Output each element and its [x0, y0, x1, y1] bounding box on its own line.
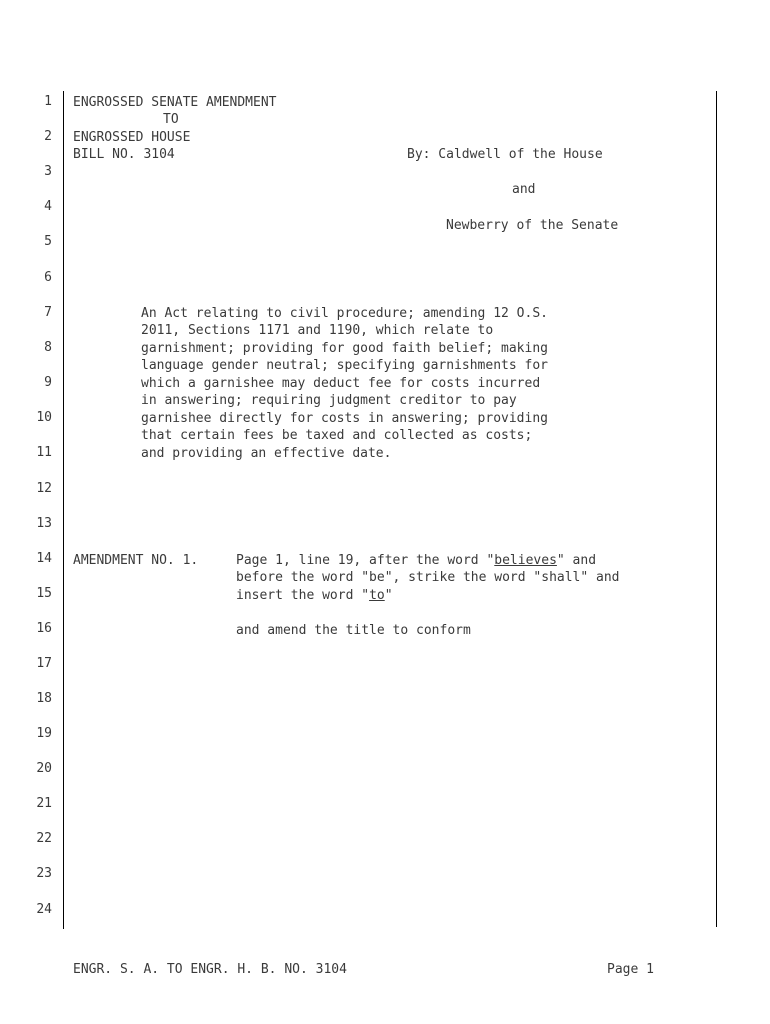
act-line: 2011, Sections 1171 and 1190, which relate to	[141, 323, 494, 338]
act-line: garnishee directly for costs in answering; providing	[141, 411, 548, 426]
line-number: 19	[36, 726, 52, 741]
line-number: 10	[36, 410, 52, 425]
line-number: 11	[36, 445, 52, 460]
act-line: An Act relating to civil procedure; amending 12 O.S.	[141, 306, 548, 321]
line-number: 1	[44, 94, 52, 109]
act-line: that certain fees be taxed and collected as costs;	[141, 428, 533, 443]
left-margin-rule	[63, 91, 64, 929]
author-house: By: Caldwell of the House	[407, 147, 603, 162]
amendment-label: AMENDMENT NO. 1.	[73, 553, 199, 568]
line-number: 9	[44, 375, 52, 390]
line-number: 8	[44, 340, 52, 355]
line-number: 4	[44, 199, 52, 214]
author-senate: Newberry of the Senate	[446, 218, 619, 233]
line-number: 24	[36, 902, 52, 917]
author-and: and	[512, 182, 536, 197]
footer-bill-reference: ENGR. S. A. TO ENGR. H. B. NO. 3104	[73, 962, 347, 977]
amendment-line-2: before the word "be", strike the word "shall" and	[236, 570, 620, 585]
line-number: 16	[36, 621, 52, 636]
header-line-1: ENGROSSED SENATE AMENDMENT	[73, 95, 277, 110]
line-number: 3	[44, 164, 52, 179]
line-number: 5	[44, 234, 52, 249]
line-number: 23	[36, 866, 52, 881]
amendment-line-1	[236, 552, 596, 570]
amend-title-conform: and amend the title to conform	[236, 623, 471, 638]
amendment-text: Page 1, line 19, after the word "	[236, 553, 495, 568]
line-number: 7	[44, 305, 52, 320]
amendment-text: " and	[556, 553, 597, 568]
line-number: 22	[36, 831, 52, 846]
header-line-2: TO	[163, 112, 179, 127]
act-line: and providing an effective date.	[141, 446, 392, 461]
footer-page-number: Page 1	[607, 962, 654, 977]
act-line: garnishment; providing for good faith belief; making	[141, 341, 548, 356]
act-line: which a garnishee may deduct fee for costs incurred	[141, 376, 541, 391]
line-number: 12	[36, 481, 52, 496]
line-number: 13	[36, 516, 52, 531]
underlined-word-believes: believes	[494, 553, 557, 568]
amendment-text: "	[384, 588, 393, 603]
amendment-text: insert the word "	[236, 588, 370, 603]
line-number: 20	[36, 761, 52, 776]
act-line: language gender neutral; specifying garnishments for	[141, 358, 548, 373]
underlined-word-to: to	[369, 588, 385, 603]
line-number: 15	[36, 586, 52, 601]
line-number: 14	[36, 551, 52, 566]
act-line: in answering; requiring judgment creditor to pay	[141, 393, 517, 408]
amendment-line-3	[236, 587, 393, 605]
line-number: 6	[44, 270, 52, 285]
header-line-3: ENGROSSED HOUSE	[73, 130, 191, 145]
line-number: 18	[36, 691, 52, 706]
right-margin-rule	[716, 91, 717, 927]
line-number: 2	[44, 129, 52, 144]
bill-number: BILL NO. 3104	[73, 147, 175, 162]
line-number: 17	[36, 656, 52, 671]
line-number: 21	[36, 796, 52, 811]
